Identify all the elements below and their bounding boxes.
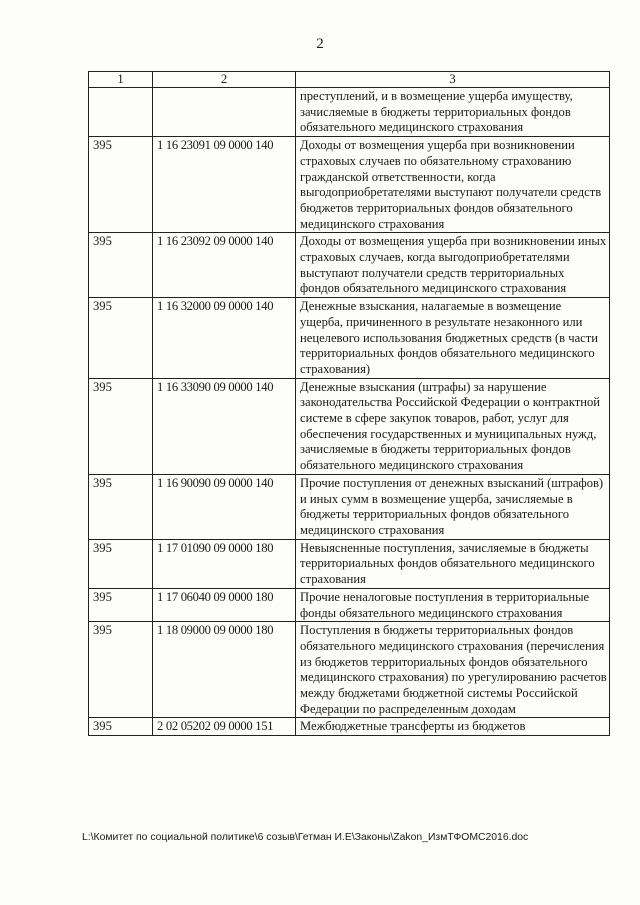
admin-code-cell: 395 [89, 718, 153, 736]
table-row [89, 588, 610, 621]
description-cell: Доходы от возмещения ущерба при возникновении иных страховых случаев, когда выгодоприобретателями выступают получатели средств территориальных фондов обязательного медицинского страхования [296, 233, 610, 298]
admin-code-cell: 395 [89, 137, 153, 233]
admin-code-cell: 395 [89, 588, 153, 621]
table-row [89, 622, 610, 718]
budget-code-cell [153, 88, 296, 137]
budget-code-cell: 1 16 33090 09 0000 140 [153, 378, 296, 474]
table-row [89, 88, 610, 137]
admin-code-cell: 395 [89, 539, 153, 588]
page-number: 2 [316, 36, 324, 52]
table-row [89, 298, 610, 379]
budget-code-cell: 2 02 05202 09 0000 151 [153, 718, 296, 736]
table-row [89, 233, 610, 298]
description-cell: Денежные взыскания (штрафы) за нарушение законодательства Российской Федерации о контрактной системе в сфере закупок товаров, работ, услуг для обеспечения государственных и муниципальных нужд, зачисляемые в бюджеты территориальных фондов обязательного медицинского страхования [296, 378, 610, 474]
header-col-3: 3 [296, 72, 610, 88]
description-cell: преступлений, и в возмещение ущерба имуществу, зачисляемые в бюджеты территориальных фондов обязательного медицинского страхования [296, 88, 610, 137]
description-cell: Прочие поступления от денежных взысканий (штрафов) и иных сумм в возмещение ущерба, зачисляемые в бюджеты территориальных фондов обязательного медицинского страхования [296, 474, 610, 539]
table-row [89, 137, 610, 233]
table-header-row [89, 72, 610, 88]
budget-codes-table [88, 71, 610, 736]
budget-code-cell: 1 16 90090 09 0000 140 [153, 474, 296, 539]
table-row [89, 539, 610, 588]
admin-code-cell: 395 [89, 622, 153, 718]
admin-code-cell: 395 [89, 474, 153, 539]
header-col-1: 1 [89, 72, 153, 88]
description-cell: Прочие неналоговые поступления в территориальные фонды обязательного медицинского страхования [296, 588, 610, 621]
description-cell: Денежные взыскания, налагаемые в возмещение ущерба, причиненного в результате незаконного или нецелевого использования бюджетных средств (в части территориальных фондов обязательного медицинского страхования) [296, 298, 610, 379]
admin-code-cell: 395 [89, 298, 153, 379]
description-cell: Невыясненные поступления, зачисляемые в бюджеты территориальных фондов обязательного медицинского страхования [296, 539, 610, 588]
budget-code-cell: 1 16 23092 09 0000 140 [153, 233, 296, 298]
header-col-2: 2 [153, 72, 296, 88]
admin-code-cell [89, 88, 153, 137]
table-row [89, 474, 610, 539]
budget-code-cell: 1 16 23091 09 0000 140 [153, 137, 296, 233]
table-row [89, 718, 610, 736]
description-cell: Доходы от возмещения ущерба при возникновении страховых случаев по обязательному страхованию гражданской ответственности, когда выгодоприобретателями выступают получатели средств бюджетов территориальных фондов обязательного медицинского страхования [296, 137, 610, 233]
admin-code-cell: 395 [89, 378, 153, 474]
budget-code-cell: 1 18 09000 09 0000 180 [153, 622, 296, 718]
table-row [89, 378, 610, 474]
file-path-footer: L:\Комитет по социальной политике\6 созыв\Гетман И.Е\Законы\Zakon_ИзмТФОМС2016.doc [82, 832, 529, 843]
budget-code-cell: 1 17 01090 09 0000 180 [153, 539, 296, 588]
admin-code-cell: 395 [89, 233, 153, 298]
budget-code-cell: 1 17 06040 09 0000 180 [153, 588, 296, 621]
description-cell: Межбюджетные трансферты из бюджетов [296, 718, 610, 736]
budget-code-cell: 1 16 32000 09 0000 140 [153, 298, 296, 379]
description-cell: Поступления в бюджеты территориальных фондов обязательного медицинского страхования (перечисления из бюджетов территориальных фондов обязательного медицинского страхования) по урегулированию расчетов между бюджетами бюджетной системы Российской Федерации по распределенным доходам [296, 622, 610, 718]
